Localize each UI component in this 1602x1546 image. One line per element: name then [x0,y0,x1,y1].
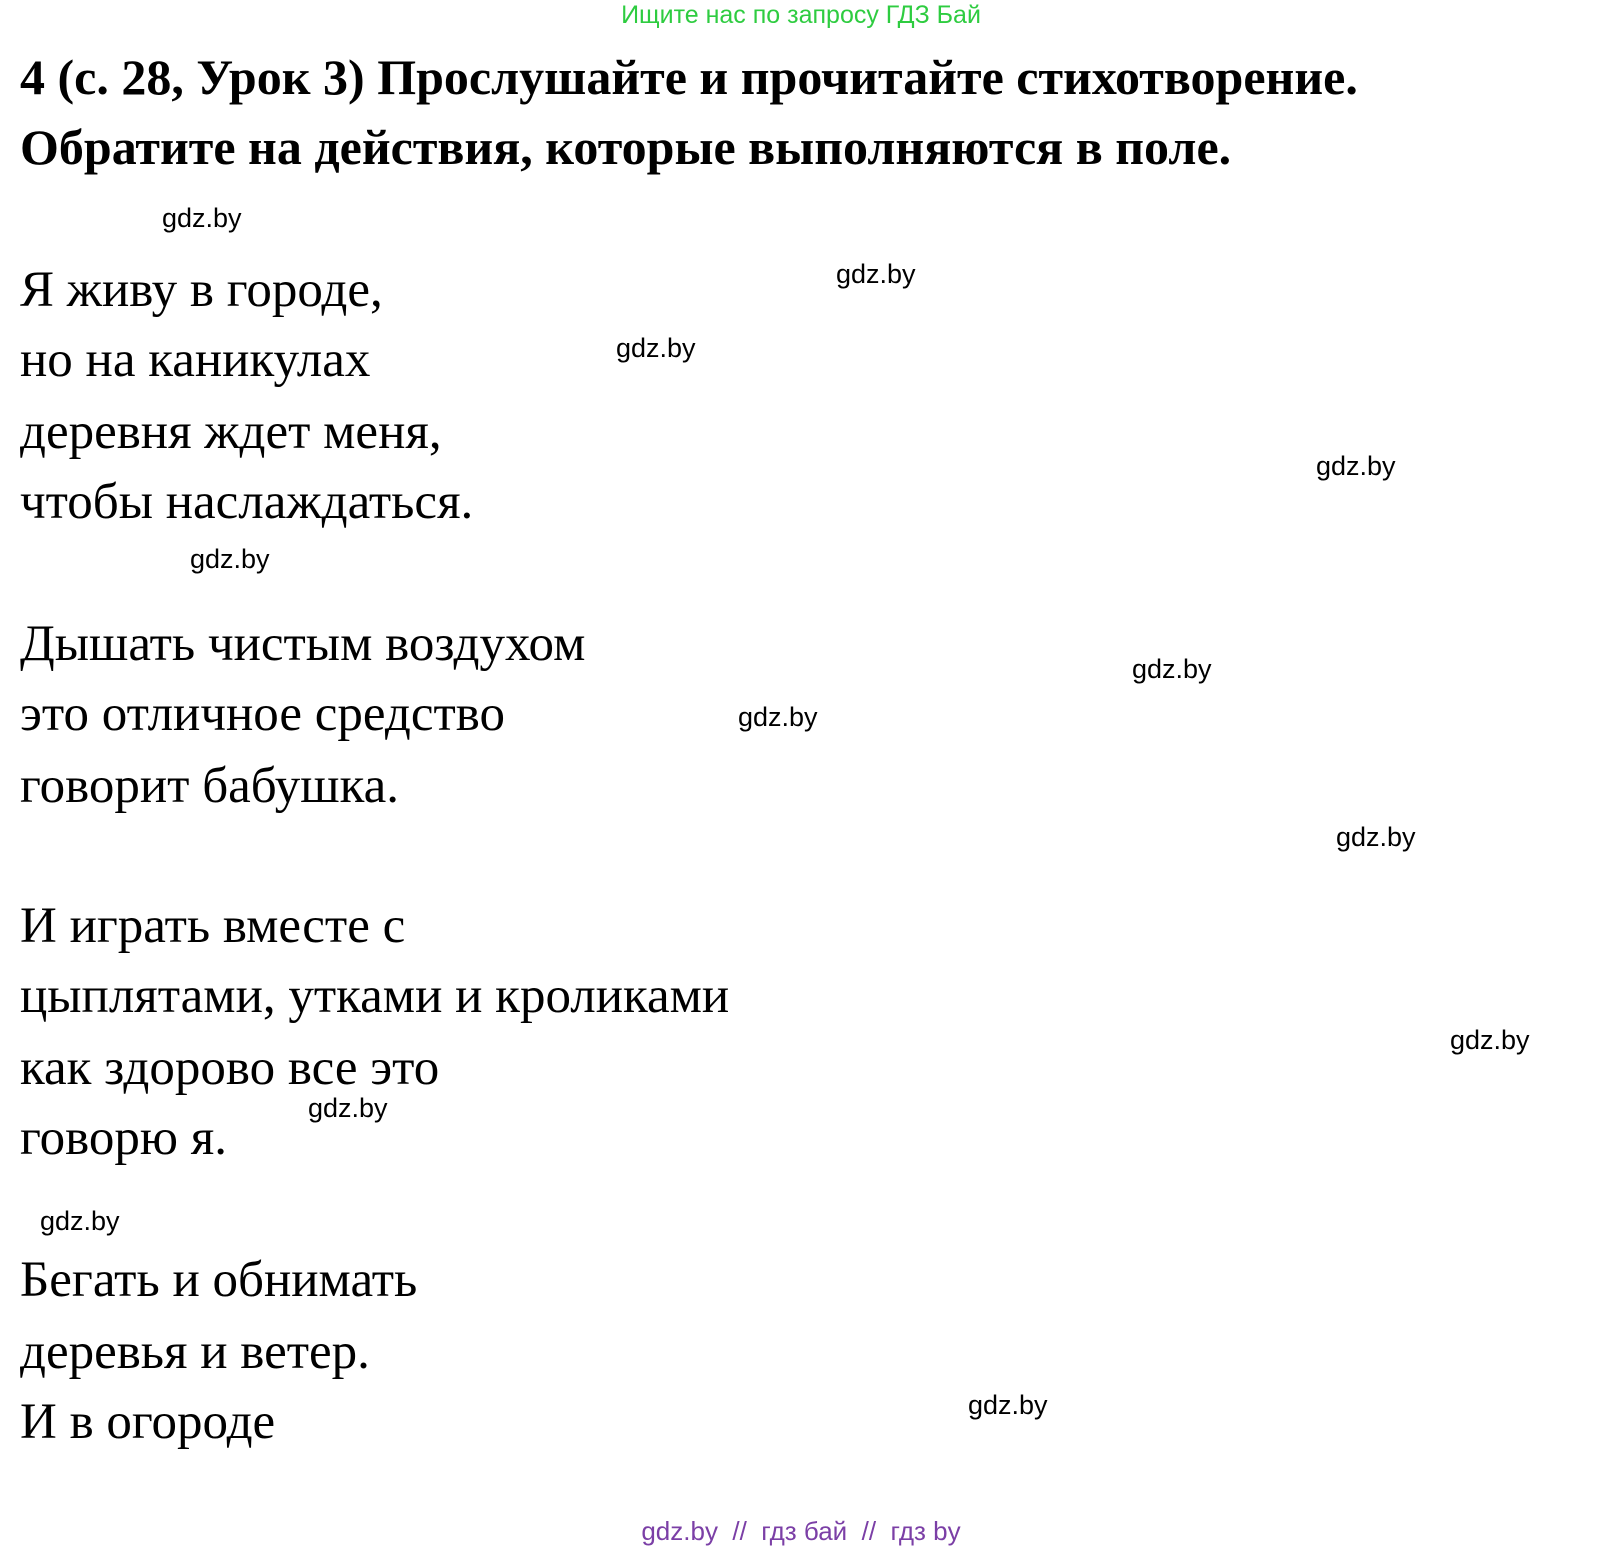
poem-line: это отличное средство [20,686,505,742]
watermark: gdz.by [1316,451,1396,481]
watermark: gdz.by [308,1093,388,1123]
watermark: gdz.by [968,1390,1048,1420]
task-heading [20,42,1595,182]
watermark: gdz.by [162,203,242,233]
footer-links: gdz.by // гдз бай // гдз by [641,1516,961,1546]
poem-line: Дышать чистым воздухом [20,616,586,672]
poem-line: Бегать и обнимать [20,1252,418,1308]
watermark: gdz.by [40,1206,120,1236]
poem-line: Я живу в городе, [20,262,383,318]
poem-line: И играть вместе с [20,898,406,954]
poem-line: деревня ждет меня, [20,404,442,460]
watermark: gdz.by [1450,1025,1530,1055]
poem-line: И в огороде [20,1394,276,1450]
poem-line: цыплятами, утками и кроликами [20,968,730,1024]
watermark: gdz.by [616,333,696,363]
poem-line: деревья и ветер. [20,1324,370,1380]
top-banner: Ищите нас по запросу ГДЗ Бай [621,1,981,29]
poem-line: но на каникулах [20,332,371,388]
watermark: gdz.by [836,259,916,289]
poem-line: как здорово все это [20,1040,440,1096]
watermark: gdz.by [738,702,818,732]
task-heading-line-2: Обратите на действия, которые выполняются в поле. [20,119,1232,175]
watermark: gdz.by [1336,822,1416,852]
poem-line: чтобы наслаждаться. [20,474,474,530]
watermark: gdz.by [190,544,270,574]
task-heading-line-1: 4 (с. 28, Урок 3) Прослушайте и прочитайте стихотворение. [20,49,1358,105]
poem-line: говорю я. [20,1110,227,1166]
watermark: gdz.by [1132,654,1212,684]
poem-line: говорит бабушка. [20,758,399,814]
